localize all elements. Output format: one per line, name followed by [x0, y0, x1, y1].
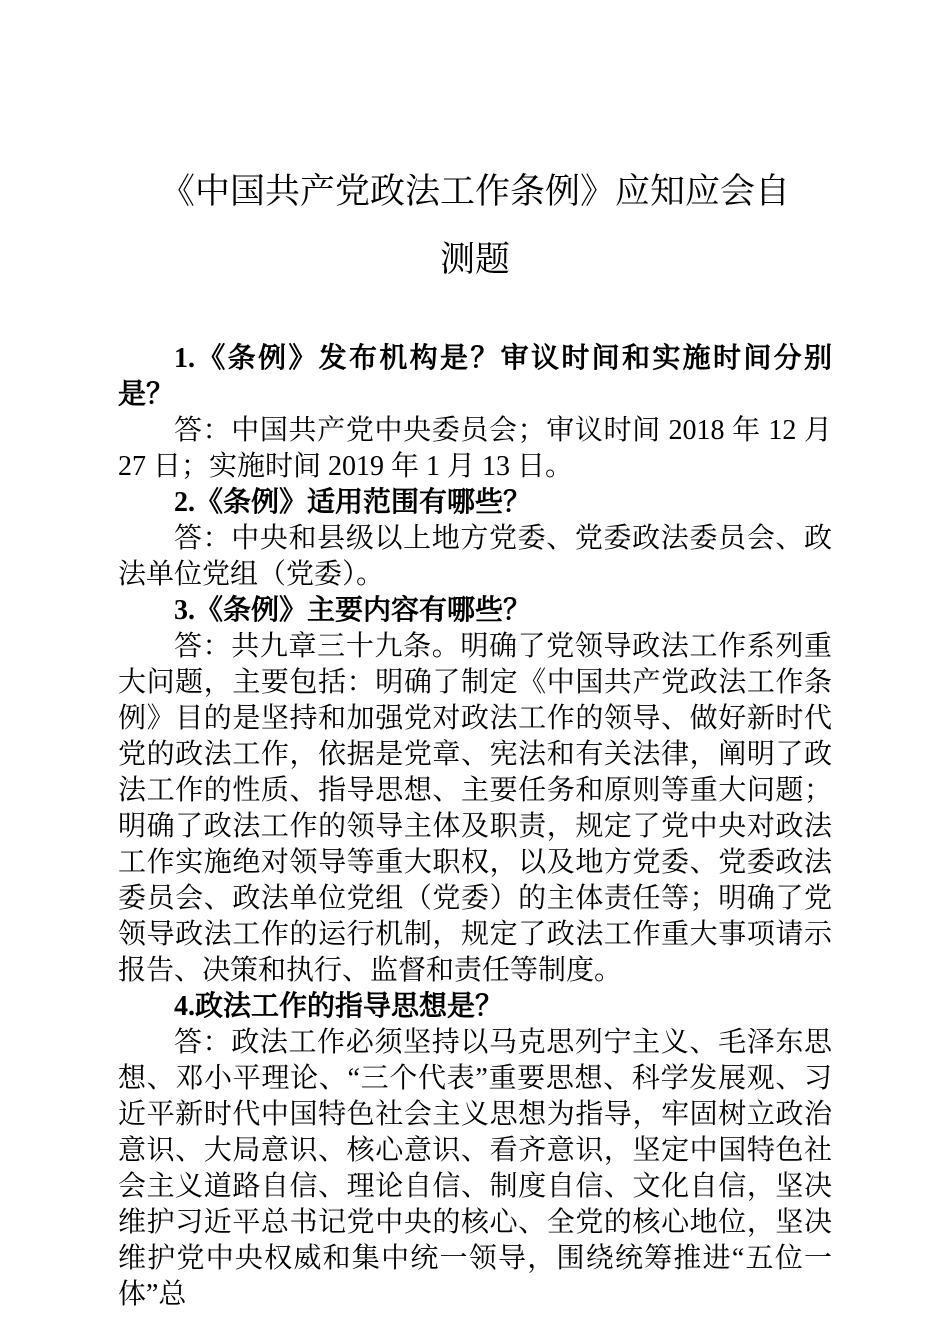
- answer-text: 答：政法工作必须坚持以马克思列宁主义、毛泽东思想、邓小平理论、“三个代表”重要思想、科学发展观、习近平新时代中国特色社会主义思想为指导，牢固树立政治意识、大局意识、核心意识、看齐意识，坚定中国特色社会主义道路自信、理论自信、制度自信、文化自信，坚决维护习近平总书记党中央的核心、全党的核心地位，坚决维护党中央权威和集中统一领导，围绕统筹推进“五位一体”总: [118, 1026, 832, 1310]
- answer-text: 答：共九章三十九条。明确了党领导政法工作系列重大问题，主要包括：明确了制定《中国共产党政法工作条例》目的是坚持和加强党对政法工作的领导、做好新时代党的政法工作，依据是党章、宪法和有关法律，阐明了政法工作的性质、指导思想、主要任务和原则等重大问题；明确了政法工作的领导主体及职责，规定了党中央对政法工作实施绝对领导等重大职权，以及地方党委、党委政法委员会、政法单位党组（党委）的主体责任等；明确了党领导政法工作的运行机制，规定了政法工作重大事项请示报告、决策和执行、监督和责任等制度。: [118, 630, 832, 986]
- document-title-line-2: 测题: [439, 240, 510, 280]
- answer-text: 答：中央和县级以上地方党委、党委政法委员会、政法单位党组（党委）。: [118, 522, 832, 590]
- question-text: 2.《条例》适用范围有哪些？: [174, 486, 532, 518]
- qa-list: [118, 341, 832, 1313]
- qa-item: [118, 593, 832, 989]
- document-title-line-1: 《中国共产党政法工作条例》应知应会自: [159, 172, 790, 211]
- question-text: 1.《条例》发布机构是？审议时间和实施时间分别是？: [118, 342, 832, 410]
- qa-item: [118, 485, 832, 593]
- qa-item: [118, 989, 832, 1313]
- question-text: 4.政法工作的指导思想是？: [174, 990, 504, 1022]
- qa-item: [118, 341, 832, 485]
- document-title: [118, 158, 832, 295]
- answer-text: 答：中国共产党中央委员会；审议时间 2018 年 12 月 27 日；实施时间 2019 年 1 月 13 日。: [118, 414, 832, 482]
- question-text: 3.《条例》主要内容有哪些？: [174, 594, 532, 626]
